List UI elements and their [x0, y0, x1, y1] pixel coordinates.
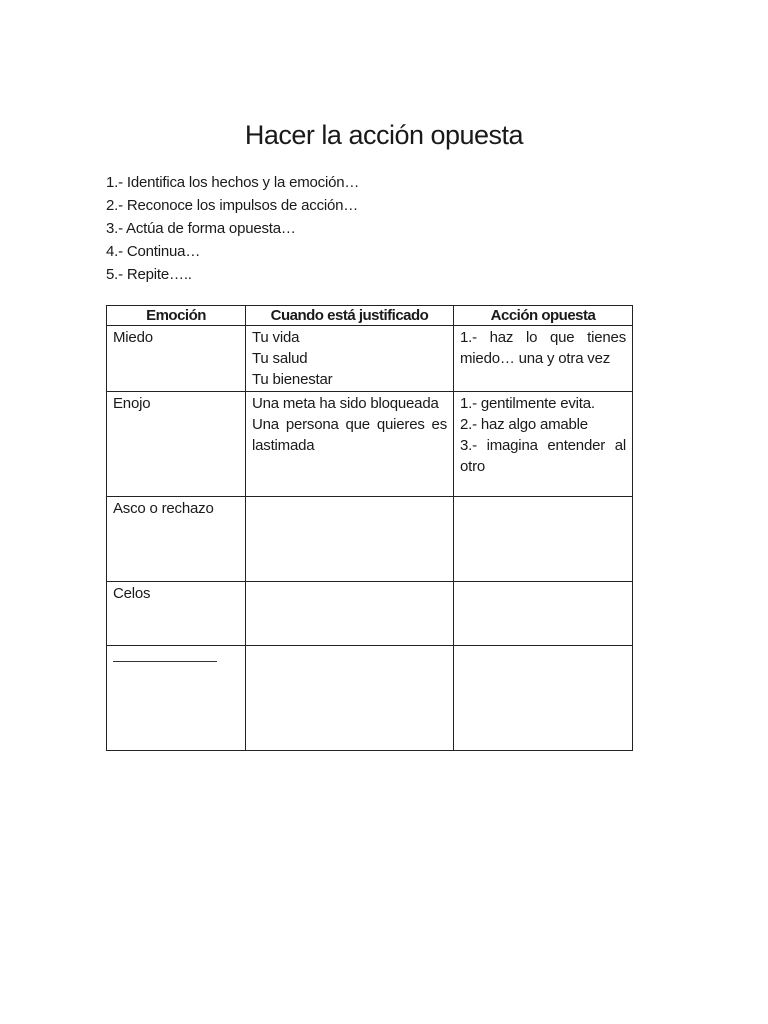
- table-row: [107, 582, 633, 646]
- justified-cell: [246, 497, 454, 582]
- justified-cell: [246, 582, 454, 646]
- opposite-line: miedo… una y otra vez: [460, 350, 611, 367]
- justified-line: Tu bienestar: [252, 371, 333, 388]
- table-row: [107, 646, 633, 751]
- page-title: Hacer la acción opuesta: [244, 120, 524, 150]
- opposite-line: 1.- gentilmente evita.: [460, 395, 595, 412]
- justified-line: Tu salud: [252, 350, 308, 367]
- emotion-cell: [107, 646, 246, 751]
- emotion-cell: Asco o rechazo: [107, 497, 246, 582]
- table-header-row: [107, 306, 633, 326]
- table-row: [107, 392, 633, 497]
- justified-line: Una persona que quieres es: [252, 416, 447, 433]
- opposite-line: otro: [460, 458, 486, 475]
- step-item: 5.- Repite…..: [106, 266, 192, 283]
- emotions-table: [106, 305, 633, 751]
- emotion-cell: Enojo: [107, 392, 246, 497]
- opposite-action-cell: [454, 497, 633, 582]
- steps-list: [106, 171, 359, 286]
- step-item: 3.- Actúa de forma opuesta…: [106, 220, 296, 237]
- header-emotion: Emoción: [107, 306, 246, 326]
- step-item: 2.- Reconoce los impulsos de acción…: [106, 197, 359, 214]
- opposite-line: 2.- haz algo amable: [460, 416, 588, 433]
- emotion-cell: Celos: [107, 582, 246, 646]
- justified-line: Tu vida: [252, 329, 300, 346]
- table-row: [107, 497, 633, 582]
- opposite-action-cell: [454, 326, 633, 392]
- justified-line: Una meta ha sido bloqueada: [252, 395, 439, 412]
- header-opposite-action: Acción opuesta: [454, 306, 633, 326]
- opposite-line: 3.- imagina entender al: [460, 437, 626, 454]
- justified-cell: [246, 392, 454, 497]
- header-justified: Cuando está justificado: [246, 306, 454, 326]
- justified-cell: [246, 326, 454, 392]
- emotion-cell: Miedo: [107, 326, 246, 392]
- table-row: [107, 326, 633, 392]
- step-item: 4.- Continua…: [106, 243, 201, 260]
- opposite-line: 1.- haz lo que tienes: [460, 329, 626, 346]
- opposite-action-cell: [454, 392, 633, 497]
- justified-cell: [246, 646, 454, 751]
- justified-line: lastimada: [252, 437, 315, 454]
- step-item: 1.- Identifica los hechos y la emoción…: [106, 174, 360, 191]
- opposite-action-cell: [454, 582, 633, 646]
- opposite-action-cell: [454, 646, 633, 751]
- fill-in-blank-line: [113, 661, 217, 662]
